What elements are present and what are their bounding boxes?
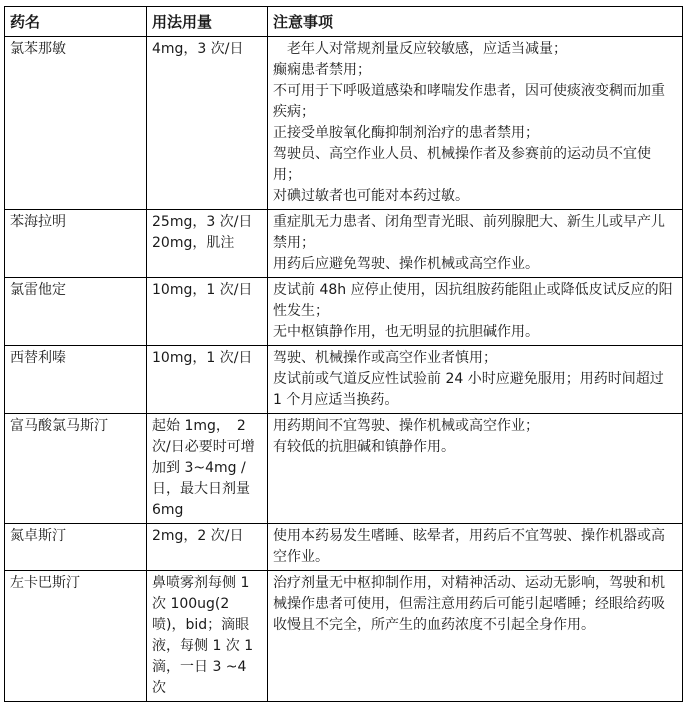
table-row: [5, 414, 683, 524]
table-row: [5, 346, 683, 414]
table-row: [5, 37, 683, 210]
precaution-line: 使用本药易发生嗜睡、眩晕者，用药后不宜驾驶、操作机器或高空作业。: [273, 528, 665, 565]
usage-cell: 起始 1mg， 2 次/日必要时可增加到 3~4mg /日，最大日剂量 6mg: [147, 414, 268, 524]
drug-name-cell: 左卡巴斯汀: [5, 571, 147, 702]
usage-cell: 鼻喷雾剂每侧 1 次 100ug(2 喷)，bid；滴眼液，每侧 1 次 1 滴，一日 3 ~4 次: [147, 571, 268, 702]
header-drug-name: 药名: [5, 7, 147, 37]
precautions-cell: [268, 414, 683, 524]
precaution-line: 老年人对常规剂量反应较敏感，应适当减量；: [273, 41, 567, 57]
drug-name-cell: 氯苯那敏: [5, 37, 147, 210]
table-row: [5, 524, 683, 571]
precaution-line: 皮试前或气道反应性试验前 24 小时应避免服用；用药时间超过 1 个月应适当换药。: [273, 371, 664, 408]
precaution-line: 重症肌无力患者、闭角型青光眼、前列腺肥大、新生儿或早产儿禁用；: [273, 214, 665, 251]
table-row: [5, 571, 683, 702]
usage-cell: 10mg，1 次/日: [147, 278, 268, 346]
header-row: [5, 7, 683, 37]
precaution-line: 对碘过敏者也可能对本药过敏。: [273, 188, 469, 204]
precaution-line: 驾驶、机械操作或高空作业者慎用；: [273, 350, 497, 366]
precautions-cell: [268, 278, 683, 346]
header-usage-dosage: 用法用量: [147, 7, 268, 37]
precaution-line: 正接受单胺氧化酶抑制剂治疗的患者禁用；: [273, 125, 539, 141]
precautions-cell: [268, 210, 683, 278]
precaution-line: 不可用于下呼吸道感染和哮喘发作患者，因可使痰液变稠而加重疾病；: [273, 83, 665, 120]
drug-table: [4, 6, 683, 702]
usage-cell: 25mg，3 次/日 20mg，肌注: [147, 210, 268, 278]
precaution-line: 皮试前 48h 应停止使用，因抗组胺药能阻止或降低皮试反应的阳性发生；: [273, 282, 673, 319]
usage-cell: 10mg，1 次/日: [147, 346, 268, 414]
drug-name-cell: 富马酸氯马斯汀: [5, 414, 147, 524]
usage-cell: 4mg，3 次/日: [147, 37, 268, 210]
precautions-cell: [268, 524, 683, 571]
precaution-line: 驾驶员、高空作业人员、机械操作者及参赛前的运动员不宜使用；: [273, 146, 651, 183]
table-row: [5, 210, 683, 278]
precaution-line: 用药期间不宜驾驶、操作机械或高空作业；: [273, 418, 539, 434]
usage-cell: 2mg，2 次/日: [147, 524, 268, 571]
precaution-line: 治疗剂量无中枢抑制作用，对精神活动、运动无影响，驾驶和机械操作患者可使用，但需注意用药后可能引起嗜睡；经眼给药吸收慢且不完全，所产生的血药浓度不引起全身作用。: [273, 575, 665, 633]
precaution-line: 用药后应避免驾驶、操作机械或高空作业。: [273, 256, 539, 272]
precaution-line: 癫痫患者禁用；: [273, 62, 371, 78]
header-precautions: 注意事项: [268, 7, 683, 37]
drug-name-cell: 西替利嗪: [5, 346, 147, 414]
drug-name-cell: 苯海拉明: [5, 210, 147, 278]
precautions-cell: [268, 37, 683, 210]
drug-name-cell: 氯雷他定: [5, 278, 147, 346]
drug-name-cell: 氮卓斯汀: [5, 524, 147, 571]
precautions-cell: [268, 571, 683, 702]
table-row: [5, 278, 683, 346]
precaution-line: 无中枢镇静作用，也无明显的抗胆碱作用。: [273, 324, 539, 340]
precaution-line: 有较低的抗胆碱和镇静作用。: [273, 439, 455, 455]
precautions-cell: [268, 346, 683, 414]
